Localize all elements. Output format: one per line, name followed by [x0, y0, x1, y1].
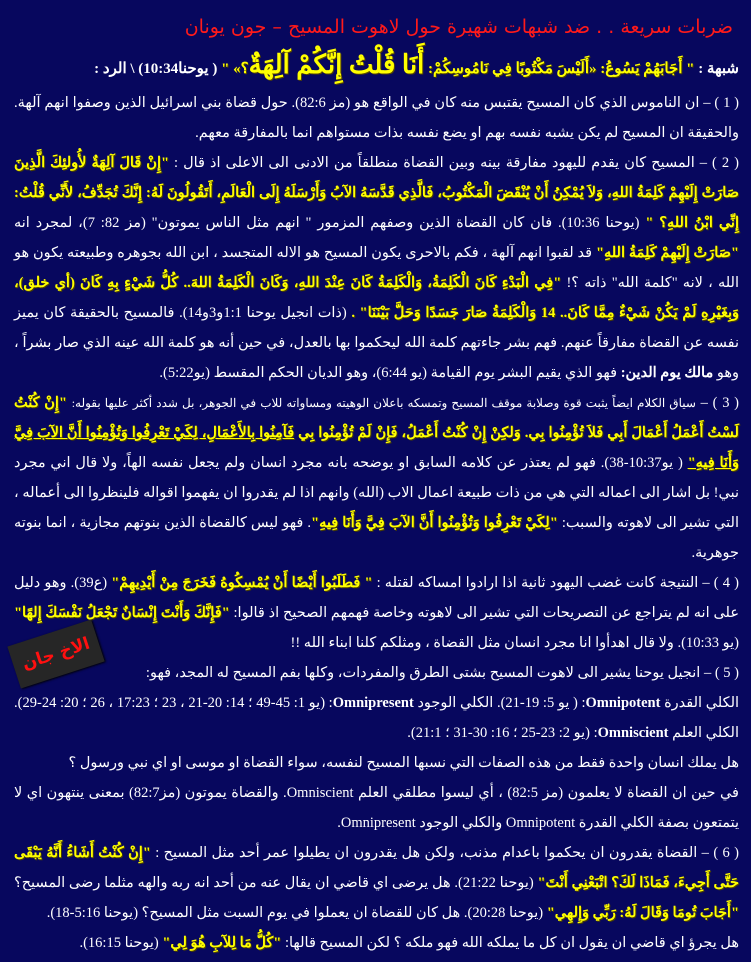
- scripture-quote: "إِنْ كُنْتُ لَسْتُ أَعْمَلُ أَعْمَالَ أَبِي فَلاَ تُؤْمِنُوا بِي. وَلكِنْ إِنْ كُنْتُ أَعْمَلُ، فَإِنْ لَمْ تُؤْمِنُوا بِي: [14, 395, 739, 441]
- text-segment: (يوحنا 16:15).: [79, 935, 163, 951]
- text-segment: في حين ان القضاة لا يعلمون (مز 82:5) ، أي ليسوا مطلقي العلم Omniscient. والقضاة يموتون (مز82:7) بمعنى ينتهون اي لا يتمتعون بصفة الكلي القدرة Omnipotent والكلي الوجود Omnipresent.: [14, 785, 739, 831]
- article: [14, 10, 739, 958]
- verse-intro: " أَجَابَهُمْ يَسُوعُ: «أَلَيْسَ مَكْتُوبًا فِي نَامُوسِكُمْ:: [424, 61, 695, 77]
- verse-main: أَنَا قُلْتُ إِنَّكُمْ آلِهَةٌ: [248, 50, 425, 79]
- text-segment: ( 1 ) – ان الناموس الذي كان المسيح يقتبس منه كان في الواقع هو (مز 82:6). حول قضاة بني اسرائيل الذين وصفوا انهم آلهة. والحقيقة ان المسيح لم يكن يشبه نفسه بهم او يضع نفسه بذات مستواهم انما بالمفارقة معهم.: [14, 95, 739, 141]
- scripture-quote: "إِنْ كُنْتُ أَشَاءُ أَنَّهُ يَبْقَى حَتَّى أَجِيءَ، فَمَاذَا لَكَ؟ اتْبَعْنِي أَنْتَ": [14, 845, 739, 891]
- text-segment: . فهو ليس كالقضاة الذين بنوتهم مجازية ، انما بنوته جوهرية.: [14, 515, 739, 561]
- scripture-quote: "كُلُّ مَا لِلآبِ هُوَ لِي": [162, 935, 282, 951]
- scripture-quote: "فِي الْبَدْءِ كَانَ الْكَلِمَةُ، وَالْكَلِمَةُ كَانَ عِنْدَ اللهِ، وَكَانَ الْكَلِمَةُ اللهَ.. كُلُّ شَيْءٍ بِهِ كَانَ (أي خلق)، وَبِغَيْرِهِ لَمْ يَكُنْ شَيْءٌ مِمَّا كَانَ.. 14 وَالْكَلِمَةُ صَارَ جَسَدًا وَحَلَّ بَيْنَنَا" .: [14, 275, 740, 321]
- paragraph-9: [14, 838, 739, 928]
- text-segment: ( 4 ) – النتيجة كانت غضب اليهود ثانية اذا ارادوا امساكه لقتله :: [372, 575, 739, 591]
- scripture-quote: "إِنْ قَالَ آلِهَةٌ لأُولئِكَ الَّذِينَ صَارَتْ إِلَيْهِمْ كَلِمَةُ اللهِ، وَلاَ يُمْكِنُ أَنْ يُنْقَضَ الْمَكْتُوبُ، فَالَّذِي قَدَّسَهُ الآبُ وَأَرْسَلَهُ إِلَى الْعَالَمِ، أَتَقُولُونَ لَهُ: إِنَّكَ تُجَدِّفُ، لأَنِّي قُلْتُ: إِنِّي ابْنُ اللهِ؟ ": [14, 155, 739, 231]
- scripture-quote: "لِكَيْ تَعْرِفُوا وَتُؤْمِنُوا أَنَّ الآبَ فِيَّ وَأَنَا فِيهِ": [311, 515, 558, 531]
- text-segment: (يوحنا 10:36). فان كان القضاة الذين وصفهم المزمور " انهم مثل الناس يموتون" (مز 82: 7)، لمجرد انه: [14, 215, 646, 231]
- paragraph-1: [14, 88, 739, 148]
- text-segment: ( 6 ) – القضاة يقدرون ان يحكموا باعدام مذنب، ولكن هل يقدرون ان يطيلوا عمر أحد مثل المسيح :: [150, 845, 739, 861]
- bold-term: Omnipresent: [332, 695, 414, 711]
- text-segment: (يوحنا 21:22). هل يرضى اي قاضي ان يقال عنه من أحد انه ربه والهه مثلما رضى المسيح؟: [14, 875, 538, 891]
- text-segment: (ع39). وهو دليل على انه لم يتراجع عن التصريحات التي تشير الى لاهوته وخاصة فهمهم الصحيح اذ قالوا:: [14, 575, 739, 621]
- text-segment: قد لقبوا انهم آلهة ، فكم بالاحرى يكون المسيح هو الاله المتجسد ، ابن الله بجوهره وطبيعته يكون هو الله ، لانه "كلمة الله" ذاته ؟!: [14, 245, 739, 291]
- scripture-quote-underlined: فَآمِنُوا بِالأَعْمَالِ، لِكَيْ تَعْرِفُوا وَتُؤْمِنُوا أَنَّ الآبَ فِيَّ وَأَنَا فِيهِ": [14, 425, 739, 471]
- scripture-quote: "فَإِنَّكَ وَأَنْتَ إِنْسَانٌ تَجْعَلُ نَفْسَكَ إِلهًا": [14, 605, 230, 621]
- scripture-quote: "أَجَابَ تُومَا وَقَالَ لَهُ: رَبِّي وَإِلهِي": [546, 905, 739, 921]
- verse-end: ؟» ": [217, 61, 249, 77]
- paragraph-6: [14, 688, 739, 748]
- paragraph-3: [14, 388, 739, 568]
- objection-heading: [14, 48, 739, 86]
- article-title: ضربات سريعة . . ضد شبهات شهيرة حول لاهوت المسيح – جون يونان: [184, 16, 733, 38]
- text-segment: هل يجرؤ اي قاضي ان يقول ان كل ما يملكه الله فهو ملكه ؟ لكن المسيح قالها:: [281, 935, 739, 951]
- text-segment: ( يو10:37-38). فهو لم يعتذر عن كلامه السابق او يوضحه بانه مجرد انسان ولم يجعل نفسه الهاً، ولا قال اني مجرد نبي! بل اشار الى اعماله التي هي من ذات طبيعة اعمال الاب (الله) وانهم اذا لم يقدروا ان يفهموا اقواله فلينظروا الى أعماله ، التي تشير الى لاهوته والسبب:: [14, 455, 739, 531]
- answer-label: الرد :: [94, 61, 127, 77]
- paragraph-7: [14, 748, 739, 778]
- bold-term: Omnipotent: [585, 695, 661, 711]
- text-segment: : (يو 1: 45-49 ؛ 14: 20-21 ، 23 ؛ 17:23 ، 26 ؛ 20: 24-29). الكلي العلم: [14, 695, 739, 741]
- verse-reference: ( يوحنا10:34) \: [126, 61, 218, 77]
- text-segment: (ذات انجيل يوحنا 1:1و3و14). فالمسيح بالحقيقة كان يميز نفسه عن القضاة مفارقاً عنهم. فهم بشر جاءتهم كلمة الله ليحكموا بها بالعدل، في حين أنه هو كلمة الله عينه الذي صار بشراً ، وهو: [14, 305, 739, 381]
- text-segment: هل يملك انسان واحدة فقط من هذه الصفات التي نسبها المسيح لنفسه، سواء القضاة او موسى او اي نبي ورسول ؟: [68, 755, 739, 771]
- text-segment: الكلي القدرة: [660, 695, 740, 711]
- text-segment: : ( يو 5: 19-21). الكلي الوجود: [413, 695, 586, 711]
- text-segment: ( 5 ) – انجيل يوحنا يشير الى لاهوت المسيح بشتى الطرق والمفردات، وكلها بفم المسيح له المجد، فهو:: [145, 665, 739, 681]
- paragraph-5: [14, 658, 739, 688]
- paragraph-8: [14, 778, 739, 838]
- bold-term: مالك يوم الدين:: [620, 365, 714, 381]
- text-segment: ( 2 ) – المسيح كان يقدم لليهود مفارقة بينه وبين القضاة منطلقاً من الادنى الى الاعلى اذ قال :: [169, 155, 739, 171]
- scripture-quote: "صَارَتْ إِلَيْهِمْ كَلِمَةُ اللهِ": [595, 245, 739, 261]
- small-text: سياق الكلام ايضاً يثبت قوة وصلابة موقف المسيح وتمسكه باعلان الوهيته ومساواته للاب في الجوهر، بل شدد أكثر عليها بقوله:: [71, 396, 696, 410]
- text-segment: (يو 10:33). ولا قال اهدأوا انا مجرد انسان مثل القضاة ، ومثلكم كلنا ابناء الله !!: [290, 635, 739, 651]
- text-segment: (يوحنا 20:28). هل كان للقضاة ان يعملوا في يوم السبت مثل المسيح؟ (يوحنا 5:16-18).: [46, 905, 547, 921]
- text-segment: : (يو 2: 23-25 ؛ 16: 30-31 ؛ 21:1).: [407, 725, 598, 741]
- paragraphs: [14, 88, 739, 958]
- author-stamp: الاخ جان: [7, 619, 104, 688]
- paragraph-2: [14, 148, 739, 388]
- scripture-quote: " فَطَلَبُوا أَيْضًا أَنْ يُمْسِكُوهُ فَخَرَجَ مِنْ أَيْدِيهِمْ": [111, 575, 373, 591]
- text-segment: ( 3 ) –: [695, 395, 739, 411]
- objection-label: شبهة :: [694, 61, 739, 77]
- bold-term: Omniscient: [597, 725, 669, 741]
- text-segment: فهو الذي يقيم البشر يوم القيامة (يو 6:44)، وهو الديان الحكم المقسط (يو5:22).: [159, 365, 621, 381]
- paragraph-10: [14, 928, 739, 958]
- paragraph-4: [14, 568, 739, 658]
